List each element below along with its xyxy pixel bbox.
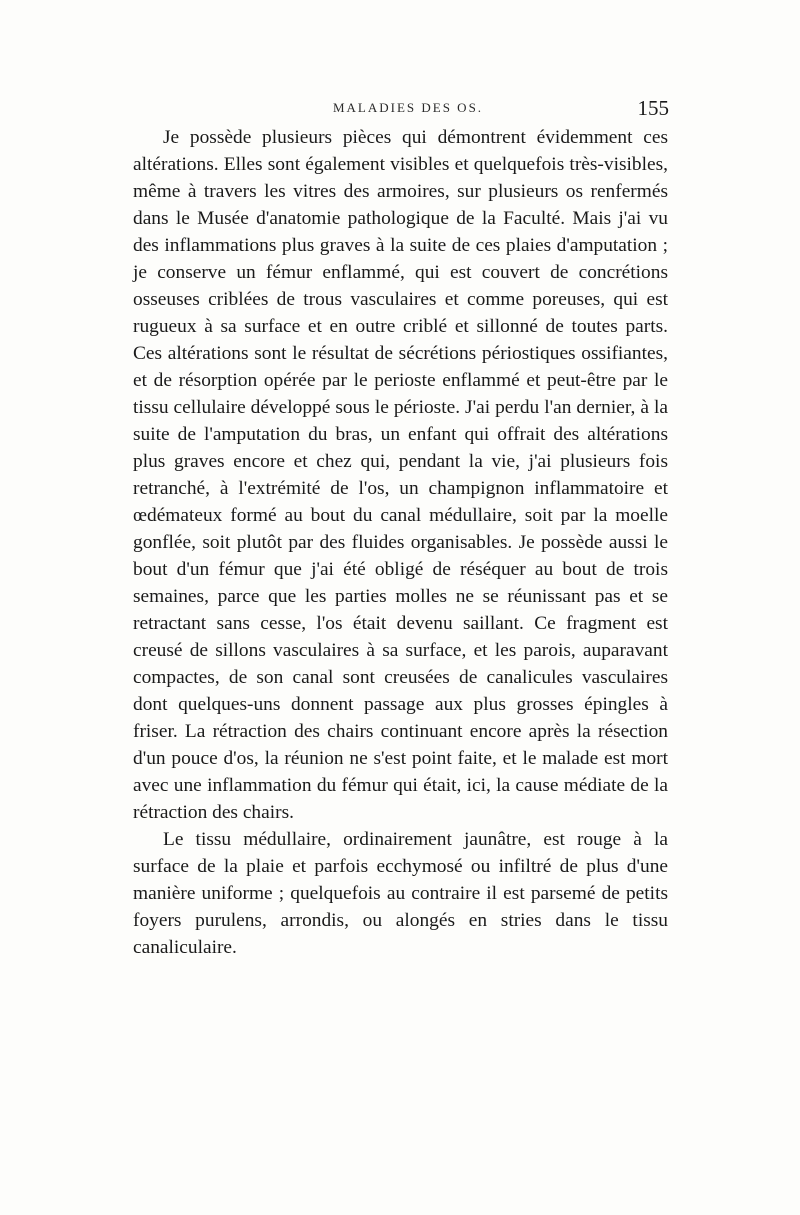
paragraph-1: Je possède plusieurs pièces qui démontrent évidemment ces altérations. Elles sont également visibles et quelquefois très-visibles, même à travers les vitres des armoires, sur plusieurs os renfermés dans le Musée d'anatomie pathologique de la Faculté. Mais j'ai vu des inflammations plus graves à la suite de ces plaies d'amputation ; je conserve un fémur enflammé, qui est couvert de concrétions osseuses criblées de trous vasculaires et comme poreuses, qui est rugueux à sa surface et en outre criblé et sillonné de toutes parts. Ces altérations sont le résultat de sécrétions périostiques ossifiantes, et de résorption opérée par le perioste enflammé et peut-être par le tissu cellulaire développé sous le périoste. J'ai perdu l'an dernier, à la suite de l'amputation du bras, un enfant qui offrait des altérations plus graves encore et chez qui, pendant la vie, j'ai plusieurs fois retranché, à l'extrémité de l'os, un champignon inflammatoire et œdémateux formé au bout du canal médullaire, soit par la moelle gonflée, soit plutôt par des fluides organisables. Je possède aussi le bout d'un fémur que j'ai été obligé de réséquer au bout de trois semaines, parce que les parties molles ne se réunissant pas et se retractant sans cesse, l'os était devenu saillant. Ce fragment est creusé de sillons vasculaires à sa surface, et les parois, auparavant compactes, de son canal sont creusées de canalicules vasculaires dont quelques-uns donnent passage aux plus grosses épingles à friser. La rétraction des chairs continuant encore après la résection d'un pouce d'os, la réunion ne s'est point faite, et le malade est mort avec une inflammation du fémur qui était, ici, la cause médiate de la rétraction des chairs. bbox=[133, 127, 668, 823]
body-text bbox=[133, 124, 668, 961]
running-title: MALADIES DES OS. bbox=[332, 100, 484, 115]
running-head bbox=[133, 96, 683, 120]
page-number: 155 bbox=[637, 96, 669, 120]
paragraph-2: Le tissu médullaire, ordinairement jaunâtre, est rouge à la surface de la plaie et parfois ecchymosé ou infiltré de plus d'une manière uniforme ; quelquefois au contraire il est parsemé de petits foyers purulens, arrondis, ou alongés en stries dans le tissu canaliculaire. bbox=[133, 829, 668, 958]
